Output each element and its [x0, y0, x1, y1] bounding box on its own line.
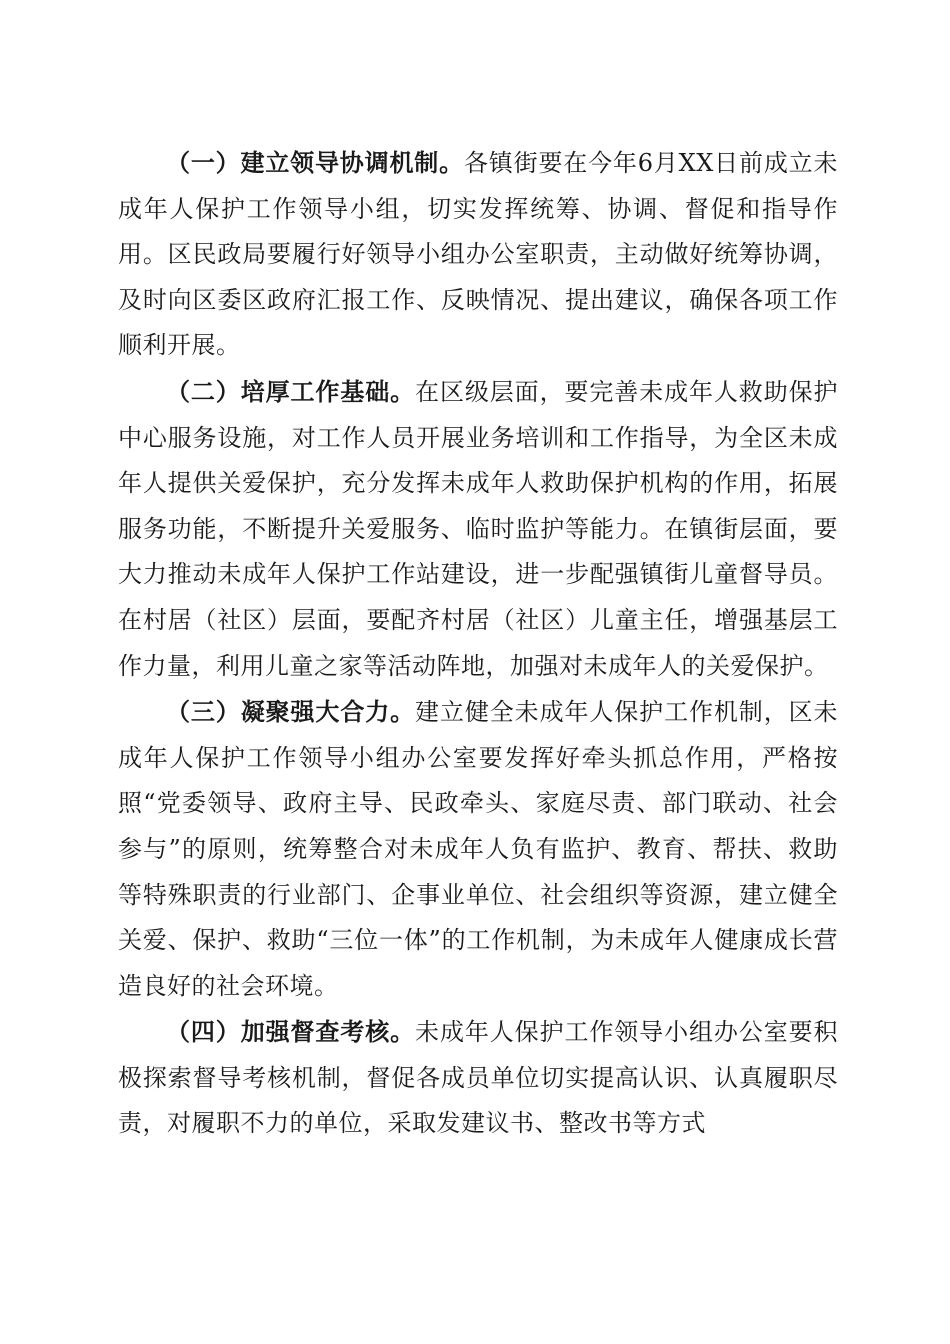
paragraph-3 — [118, 689, 838, 1009]
paragraph-4-heading: （四）加强督查考核。 — [166, 1017, 416, 1047]
paragraph-1-heading: （一）建立领导协调机制。 — [166, 148, 464, 177]
paragraph-2-body: 在区级层面，要完善未成年人救助保护中心服务设施，对工作人员开展业务培训和工作指导，为全区未成年人提供关爱保护，充分发挥未成年人救助保护机构的作用，拓展服务功能，不断提升关爱服务、临时监护等能力。在镇街层面，要大力推动未成年人保护工作站建设，进一步配强镇街儿童督导员。在村居（社区）层面，要配齐村居（社区）儿童主任，增强基层工作力量，利用儿童之家等活动阵地，加强对未成年人的关爱保护。 — [118, 377, 839, 680]
paragraph-1-body: 各镇街要在今年6月XX日前成立未成年人保护工作领导小组，切实发挥统筹、协调、督促和指导作用。区民政局要履行好领导小组办公室职责，主动做好统筹协调，及时向区委区政府汇报工作、反映情况、提出建议，确保各项工作顺利开展。 — [118, 149, 838, 360]
paragraph-3-body: 建立健全未成年人保护工作机制，区未成年人保护工作领导小组办公室要发挥好牵头抓总作用，严格按照“党委领导、政府主导、民政牵头、家庭尽责、部门联动、社会参与”的原则，统筹整合对未成年人负有监护、教育、帮扶、救助等特殊职责的行业部门、企事业单位、社会组织等资源，建立健全关爱、保护、救助“三位一体”的工作机制，为未成年人健康成长营造良好的社会环境。 — [118, 698, 839, 1000]
document-body — [118, 140, 838, 1147]
paragraph-3-heading: （三）凝聚强大合力。 — [166, 697, 416, 727]
paragraph-4-body: 未成年人保护工作领导小组办公室要积极探索督导考核机制，督促各成员单位切实提高认识、认真履职尽责，对履职不力的单位，采取发建议书、整改书等方式 — [118, 1018, 839, 1138]
paragraph-4 — [118, 1009, 838, 1147]
paragraph-2 — [118, 369, 838, 689]
paragraph-2-heading: （二）培厚工作基础。 — [166, 376, 416, 406]
paragraph-1 — [118, 140, 838, 369]
